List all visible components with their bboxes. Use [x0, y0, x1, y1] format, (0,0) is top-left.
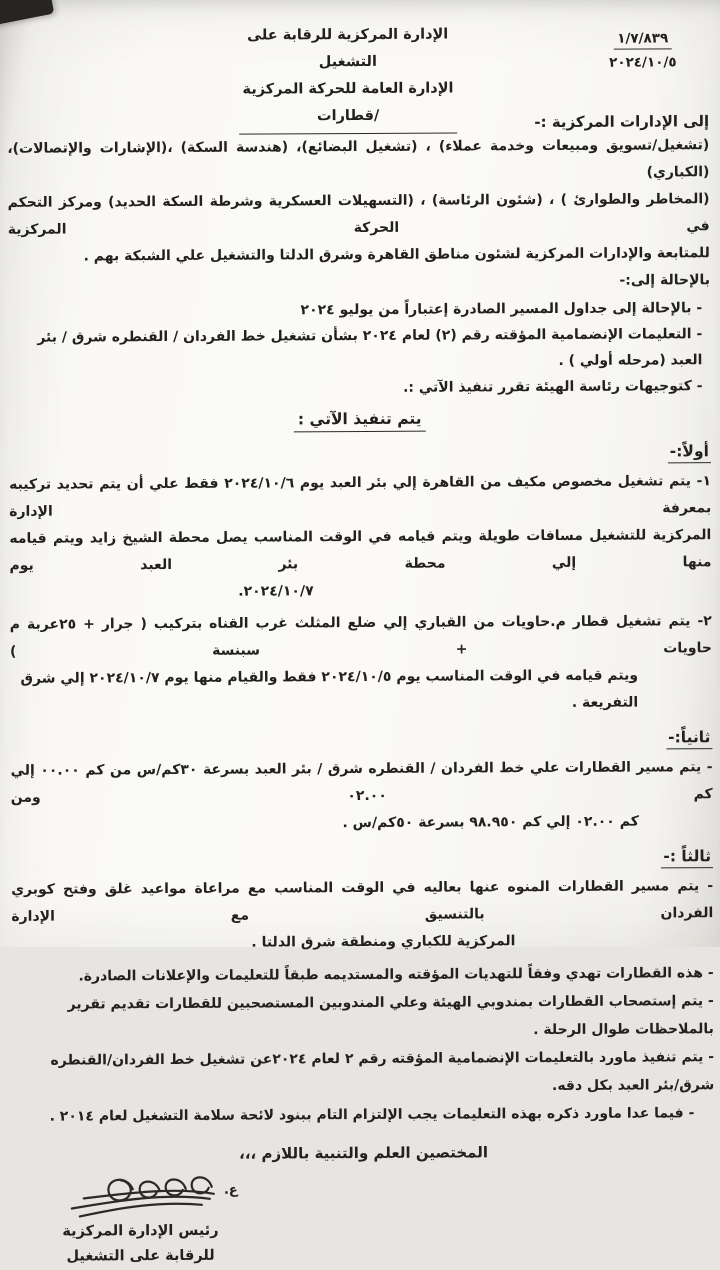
addressee-paragraph — [7, 132, 710, 271]
section1-item1-line: ١- يتم تشغيل مخصوص مكيف من القاهرة إلي بئر العبد يوم ٢٠٢٤/١٠/٦ فقط علي أن يتم تحديد تركيبه بمعرفة الإدارة — [9, 473, 712, 520]
section2-item1-line: كم ٠٢.٠٠ إلي كم ٩٨.٩٥٠ بسرعة ٥٠كم/س . — [342, 813, 639, 832]
referral-item: - بالإحالة إلى جداول المسير الصادرة إعتباراً من يوليو ٢٠٢٤ — [300, 300, 703, 319]
section-first-heading-wrap — [9, 442, 711, 467]
organization-block — [239, 21, 458, 134]
signature-scribble — [62, 1167, 222, 1220]
section1-item1 — [9, 468, 712, 607]
addressee-line: للمتابعة والإدارات المركزية لشئون مناطق القاهرة وشرق الدلتا والتشغيل علي الشبكة بهم . — [83, 245, 710, 265]
section2-item1 — [10, 754, 712, 839]
section1-item2-line: ٢- يتم تشغيل قطار م.حاويات من القباري إلي ضلع المثلث غرب القناه بتركيب ( جرار + ٢٥عربة م حاويات + سبنسة ) — [9, 613, 712, 660]
organization-line1: الإدارة المركزية للرقابة على التشغيل — [247, 26, 449, 71]
section1-item1-line: المركزية للتشغيل مسافات طويلة ويتم قيامه في الوقت المناسب يصل محطة الشيخ زايد ويتم قيامه منها إلي محطة بئر العبد يوم — [9, 527, 712, 574]
organization-line2: الإدارة العامة للحركة المركزية /قطارات — [239, 75, 457, 134]
section3-item: - يتم إستصحاب القطارات بمندوبي الهيئة وعلي المندوبين المستصحبين للقطارات تقديم تقرير بالملاحظات طوال الرحلة . — [67, 993, 714, 1039]
section3-item: - فيما عدا ماورد ذكره بهذه التعليمات يجب الإلتزام التام ببنود لائحة سلامة التشغيل لعام ٢٠١٤ . — [49, 1105, 695, 1125]
section2-item1-line: - يتم مسير القطارات علي خط الفردان / القنطره شرق / بئر العبد بسرعة ٣٠كم/س من كم ٠٠.٠٠ إلي كم ٠٢.٠٠ ومن — [10, 759, 713, 806]
directive-title-wrap — [9, 408, 711, 434]
section3-item1 — [11, 873, 713, 958]
referral-item: - كتوجيهات رئاسة الهيئة تقرر تنفيذ الآتي :. — [403, 378, 703, 396]
reference-date: ٢٠٢٤/١٠/٥ — [609, 54, 677, 71]
section-third-heading: ثالثاً :- — [661, 847, 713, 868]
signatory-title-line2: للرقابة على التشغيل — [66, 1247, 215, 1265]
addressee-line: (المخاطر والطوارئ ) ، (شئون الرئاسة) ، (التسهيلات العسكرية وشرطة السكة الحديد) ومركز التحكم في الحركة المركزية — [7, 191, 710, 238]
signature-row — [43, 1167, 238, 1220]
signatory-title-line1: رئيس الإدارة المركزية — [62, 1222, 219, 1240]
section-third-heading-wrap — [11, 847, 713, 872]
referral-item: - التعليمات الإنضمامية المؤقته رقم (٢) لعام ٢٠٢٤ بشأن تشغيل خط الفردان / القنطره شرق / بئر العبد (مرحله أولي ) . — [37, 326, 703, 369]
referral-heading: بالإحالة إلى:- — [619, 272, 711, 289]
addressee-heading: إلى الإدارات المركزية :- — [534, 112, 710, 132]
section3-single-items — [12, 959, 715, 1131]
section-second-heading: ثانياً:- — [666, 728, 712, 749]
section1-item1-line: ٢٠٢٤/١٠/٧. — [238, 583, 314, 600]
signature-block — [43, 1167, 239, 1270]
section3-item1-line: المركزية للكباري ومنطقة شرق الدلتا . — [251, 933, 516, 951]
referral-list — [8, 295, 711, 403]
section3-item: - هذه القطارات تهدي وفقاً للتهديات المؤقته والمستديمه طبقاً للتعليمات والإعلانات الصادرة. — [78, 965, 714, 985]
section-first-heading: أولاً:- — [668, 442, 711, 463]
section1-item2 — [10, 608, 713, 720]
reference-block — [597, 30, 689, 70]
section3-item: - يتم تنفيذ ماورد بالتعليمات الإنضمامية المؤقته رقم ٢ لعام ٢٠٢٤عن تشغيل خط الفردان/القنطره شرق/بئر العبد بكل دقه. — [50, 1049, 715, 1095]
addressee-line: (تشغيل/تسويق ومبيعات وخدمة عملاء) ، (تشغيل البضائع)، (هندسة السكة) ،(الإشارات والإتصالات)،(الكباري) — [7, 137, 710, 181]
section3-item1-line: - يتم مسير القطارات المنوه عنها بعاليه في الوقت المناسب مع مراعاة مواعيد غلق وفتح كوبري الفردان بالتنسيق مع الإدارة — [11, 878, 714, 925]
reference-number: ١/٧/٨٣٩ — [614, 30, 671, 49]
closing-line: المختصين العلم والتنبية باللازم ،،، — [239, 1143, 489, 1163]
signature-initial: ع. — [223, 1182, 238, 1198]
directive-title: يتم تنفيذ الآتي : — [294, 410, 426, 433]
section-second-heading-wrap — [10, 728, 712, 753]
section1-item2-line: ويتم قيامه في الوقت المناسب يوم ٢٠٢٤/١٠/٥ فقط والقيام منها يوم ٢٠٢٤/١٠/٧ إلي شرق التفريعة . — [20, 667, 639, 711]
